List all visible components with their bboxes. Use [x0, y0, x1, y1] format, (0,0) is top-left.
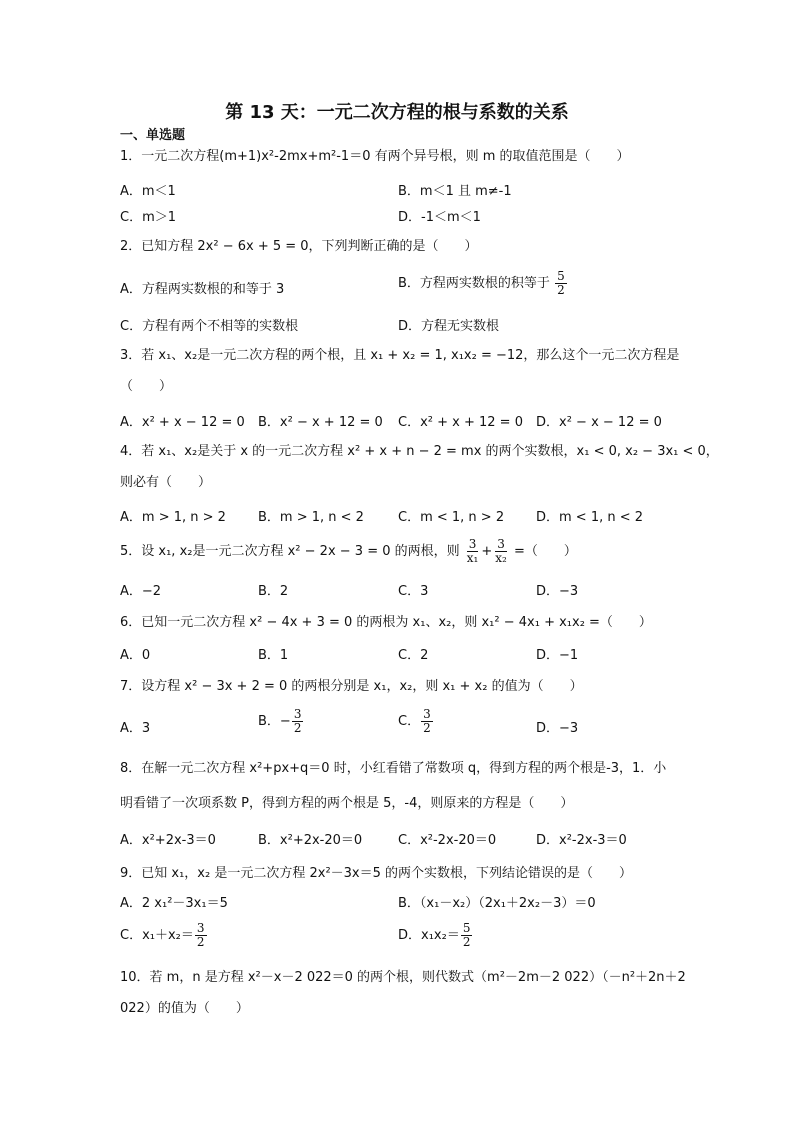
page-title: 第 13 天：一元二次方程的根与系数的关系: [225, 102, 569, 123]
question-7-stem: 7．设方程 x² − 3x + 2 = 0 的两根分别是 x₁，x₂，则 x₁ + x₂ 的值为（ ）: [120, 679, 583, 694]
fraction-denominator: 2: [196, 935, 205, 949]
q7-option-c-fraction: [421, 708, 433, 735]
q5-stem-text: 5．设 x₁, x₂是一元二次方程 x² − 2x − 3 = 0 的两根，则: [120, 544, 460, 559]
q7-option-b-fraction: [292, 708, 304, 735]
q2-option-c: C．方程有两个不相等的实数根: [120, 319, 299, 334]
question-1-stem: 1．一元二次方程(m+1)x²-2mx+m²-1＝0 有两个异号根，则 m 的取值范围是（ ）: [120, 149, 630, 164]
q5-plus: +: [481, 544, 493, 559]
q3-option-a: A．x² + x − 12 = 0: [120, 415, 245, 430]
q2-option-b-fraction: [555, 270, 567, 297]
q1-option-a: A．m＜1: [120, 184, 176, 199]
q8-option-b: B．x²+2x-20＝0: [258, 833, 363, 848]
q8-option-c: C．x²-2x-20＝0: [398, 833, 497, 848]
q9-option-d-text: D．x₁x₂＝: [398, 928, 460, 943]
q4-option-c: C．m < 1, n > 2: [398, 510, 505, 525]
q5-option-c: C．3: [398, 584, 429, 599]
fraction-denominator: 2: [557, 283, 565, 297]
fraction-denominator: x₁: [466, 551, 479, 565]
q4-option-b: B．m > 1, n < 2: [258, 510, 364, 525]
q3-option-c: C．x² + x + 12 = 0: [398, 415, 523, 430]
q1-option-d: D．-1＜m＜1: [398, 210, 481, 225]
q1-option-c: C．m＞1: [120, 210, 177, 225]
fraction-numerator: 3: [293, 707, 302, 721]
question-9-stem: 9．已知 x₁，x₂ 是一元二次方程 2x²－3x＝5 的两个实数根，下列结论错误的是（ ）: [120, 866, 633, 881]
question-10-stem-cont: 022）的值为（ ）: [120, 1001, 249, 1016]
q5-stem-end: =（ ）: [513, 544, 577, 559]
q9-option-a: A．2 x₁²－3x₁＝5: [120, 896, 228, 911]
fraction-numerator: 5: [462, 921, 471, 935]
q1-option-b: B．m＜1 且 m≠-1: [398, 184, 512, 199]
question-6-stem: 6．已知一元二次方程 x² − 4x + 3 = 0 的两根为 x₁、x₂，则 x₁² − 4x₁ + x₁x₂ =（ ）: [120, 615, 652, 630]
question-5-stem: [120, 538, 577, 565]
q5-fraction-2: [493, 538, 509, 565]
question-4-stem: 4．若 x₁、x₂是关于 x 的一元二次方程 x² + x + n − 2 = mx 的两个实数根，x₁ < 0, x₂ − 3x₁ < 0，: [120, 444, 719, 459]
q7-option-a: A．3: [120, 721, 151, 736]
q9-option-c: [120, 922, 208, 949]
question-10-stem: 10．若 m，n 是方程 x²－x－2 022＝0 的两个根，则代数式（m²－2m－2 022）（－n²＋2n＋2: [120, 970, 686, 985]
fraction-denominator: 2: [293, 721, 302, 735]
q6-option-b: B．1: [258, 648, 289, 663]
q6-option-c: C．2: [398, 648, 429, 663]
question-4-stem-cont: 则必有（ ）: [120, 475, 212, 490]
question-3-stem-cont: （ ）: [120, 379, 173, 394]
q8-option-d: D．x²-2x-3＝0: [536, 833, 627, 848]
q8-option-a: A．x²+2x-3＝0: [120, 833, 216, 848]
question-3-stem: 3．若 x₁、x₂是一元二次方程的两个根，且 x₁ + x₂ = 1, x₁x₂ = −12，那么这个一元二次方程是: [120, 348, 680, 363]
fraction-numerator: 3: [196, 921, 205, 935]
q2-option-b-text: B．方程两实数根的积等于: [398, 276, 550, 291]
q7-option-b: [258, 708, 304, 735]
q5-option-d: D．−3: [536, 584, 579, 599]
q4-option-d: D．m < 1, n < 2: [536, 510, 644, 525]
q9-option-d-fraction: [461, 922, 473, 949]
fraction-numerator: 3: [423, 707, 431, 721]
q9-option-b: B．（x₁－x₂）（2x₁＋2x₂－3）＝0: [398, 896, 596, 911]
fraction-numerator: 3: [497, 537, 505, 551]
q2-option-d: D．方程无实数根: [398, 319, 500, 334]
q7-option-b-text: B．−: [258, 714, 291, 729]
q2-option-a: A．方程两实数根的和等于 3: [120, 282, 285, 297]
question-2-stem: 2．已知方程 2x² − 6x + 5 = 0，下列判断正确的是（ ）: [120, 239, 478, 254]
fraction-numerator: 5: [557, 269, 565, 283]
q9-option-d: [398, 922, 473, 949]
q7-option-c: [398, 708, 434, 735]
q2-option-b: [398, 270, 568, 297]
q6-option-a: A．0: [120, 648, 151, 663]
fraction-denominator: 2: [423, 721, 431, 735]
q6-option-d: D．−1: [536, 648, 579, 663]
q5-fraction-1: [465, 538, 481, 565]
fraction-denominator: x₂: [495, 551, 507, 565]
section-heading: 一、单选题: [120, 128, 186, 143]
q7-option-c-text: C．: [398, 714, 421, 729]
q4-option-a: A．m > 1, n > 2: [120, 510, 226, 525]
q3-option-d: D．x² − x − 12 = 0: [536, 415, 662, 430]
q5-option-a: A．−2: [120, 584, 162, 599]
q9-option-c-text: C．x₁＋x₂＝: [120, 928, 194, 943]
q3-option-b: B．x² − x + 12 = 0: [258, 415, 383, 430]
q5-option-b: B．2: [258, 584, 289, 599]
q7-option-d: D．−3: [536, 721, 579, 736]
question-8-stem-cont: 明看错了一次项系数 P，得到方程的两个根是 5，-4，则原来的方程是（ ）: [120, 796, 574, 811]
q9-option-c-fraction: [195, 922, 207, 949]
fraction-denominator: 2: [462, 935, 471, 949]
question-8-stem: 8．在解一元二次方程 x²+px+q＝0 时，小红看错了常数项 q，得到方程的两个根是-3，1．小: [120, 761, 667, 776]
fraction-numerator: 3: [468, 537, 477, 551]
